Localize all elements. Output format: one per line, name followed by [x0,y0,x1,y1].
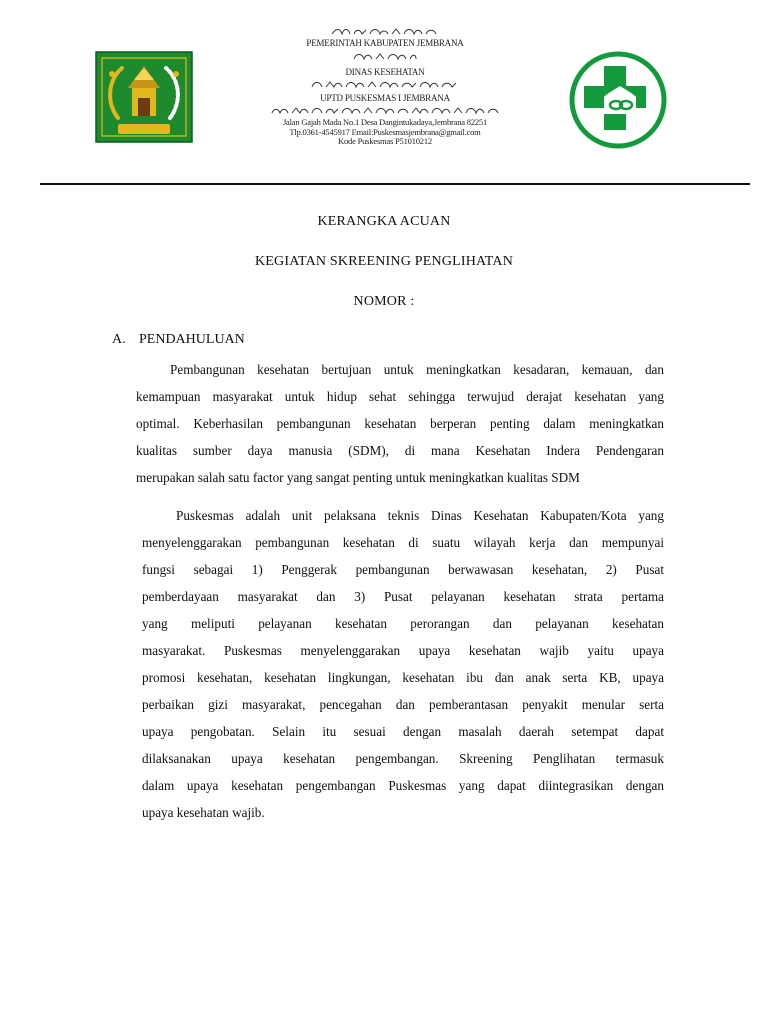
paragraph-line: dalam upaya kesehatan pengembangan Puskesmas yang dapat diintegrasikan dengan [142,778,664,793]
letterhead-unit: UPTD PUSKESMAS I JEMBRANA [320,93,450,103]
paragraph-line: upaya pengobatan. Selain itu sesuai dengan masalah daerah setempat dapat [142,724,664,739]
section-letter: A. [112,332,126,347]
letterhead-address: Jalan Gajah Mada No.1 Desa Dangintukadaya,Jembrana 82251 [282,117,488,127]
puskesmas-cross-icon [566,48,670,152]
paragraph-line: menyelenggarakan pembangunan kesehatan di suatu wilayah kerja dan mempunyai [142,535,664,550]
document-number: NOMOR : [353,294,415,309]
letterhead-contact: Tlp.0361-4545917 Email:Puskesmasjembrana@gmail.com [289,126,481,137]
letterhead-code: Kode Puskesmas P51010212 [338,136,432,146]
paragraph-line: promosi kesehatan, kesehatan lingkungan, kesehatan ibu dan anak serta KB, upaya [142,670,664,685]
regency-emblem-icon [88,44,200,148]
letterhead-government: PEMERINTAH KABUPATEN JEMBRANA [306,38,464,48]
paragraph-line: fungsi sebagai 1) Penggerak pembangunan berwawasan kesehatan, 2) Pusat [142,562,664,577]
paragraph-intro [136,356,664,491]
paragraph-line: perbaikan gizi masyarakat, pencegahan dan pemberantasan penyakit menular serta [142,697,664,712]
paragraph-line: optimal. Keberhasilan pembangunan kesehatan berperan penting dalam meningkatkan [136,416,664,431]
letterhead [230,24,540,147]
paragraph-line: Pembangunan kesehatan bertujuan untuk meningkatkan kesadaran, kemauan, dan [170,362,664,377]
balinese-script-line-icon [330,26,440,37]
paragraph-line: yang meliputi pelayanan kesehatan perorangan dan pelayanan kesehatan [142,616,664,631]
balinese-script-line-icon [352,51,418,62]
letterhead-department: DINAS KESEHATAN [345,67,425,77]
balinese-script-line-icon [310,79,460,90]
document-title: KERANGKA ACUAN [317,214,451,229]
balinese-script-line-icon [270,105,500,116]
paragraph-line: kemampuan masyarakat untuk hidup sehat sehingga terwujud derajat kesehatan yang [136,389,664,404]
paragraph-puskesmas [142,502,664,826]
paragraph-line: Puskesmas adalah unit pelaksana teknis Dinas Kesehatan Kabupaten/Kota yang [176,508,664,523]
paragraph-line: kualitas sumber daya manusia (SDM), di mana Kesehatan Indera Pendengaran [136,443,664,458]
document-subtitle: KEGIATAN SKREENING PENGLIHATAN [254,254,514,269]
paragraph-line: masyarakat. Puskesmas menyelenggarakan upaya kesehatan wajib yaitu upaya [142,643,664,658]
section-title: PENDAHULUAN [139,332,245,347]
paragraph-line: dilaksanakan upaya kesehatan pengembangan. Skreening Penglihatan termasuk [142,751,664,766]
paragraph-line: upaya kesehatan wajib. [142,805,265,820]
section-heading [112,332,245,348]
paragraph-line: pemberdayaan masyarakat dan 3) Pusat pelayanan kesehatan strata pertama [142,589,664,604]
paragraph-line: merupakan salah satu factor yang sangat penting untuk meningkatkan kualitas SDM [136,470,580,485]
letterhead-divider [40,183,750,185]
